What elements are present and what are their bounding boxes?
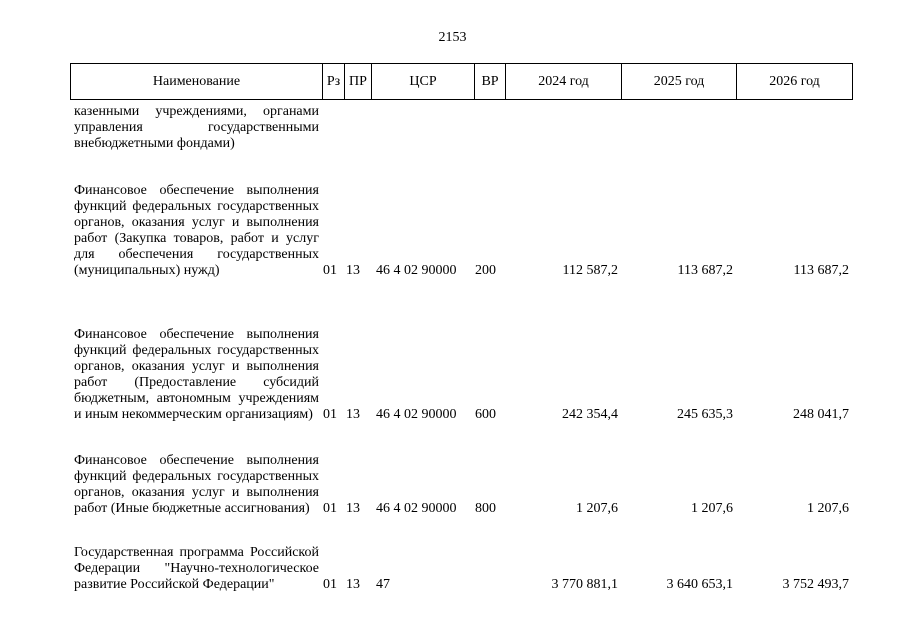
- row-2024: 112 587,2: [562, 263, 618, 278]
- row-2026: 1 207,6: [807, 501, 849, 516]
- row-rz: 01: [323, 263, 337, 278]
- row-name: Финансовое обеспечение выполнения функций федеральных государственных органов, оказания услуг и выполнения работ (Предоставление субсидий бюджетным, автономным учреждениям и иным некоммерческим организациям): [74, 327, 319, 422]
- header-csr: ЦСР: [371, 64, 474, 99]
- table-row: [70, 183, 851, 279]
- table-row: [70, 545, 851, 593]
- row-csr: 46 4 02 90000: [376, 501, 457, 516]
- row-csr: 46 4 02 90000: [376, 407, 457, 422]
- table-row: [70, 327, 851, 423]
- row-rz: 01: [323, 577, 337, 592]
- header-vr: ВР: [474, 64, 505, 99]
- row-2026: 113 687,2: [793, 263, 849, 278]
- header-rz: Рз: [322, 64, 344, 99]
- row-pr: 13: [346, 407, 360, 422]
- row-vr: 600: [475, 407, 496, 422]
- row-name: казенными учреждениями, органами управления государственными внебюджетными фондами): [74, 104, 319, 151]
- row-vr: 200: [475, 263, 496, 278]
- row-2024: 3 770 881,1: [551, 577, 618, 592]
- table-header: [70, 63, 853, 100]
- table-row: [70, 453, 851, 517]
- row-csr: 46 4 02 90000: [376, 263, 457, 278]
- row-pr: 13: [346, 577, 360, 592]
- row-name: Финансовое обеспечение выполнения функций федеральных государственных органов, оказания услуг и выполнения работ (Закупка товаров, работ и услуг для обеспечения государственных (муниципальных) нужд): [74, 183, 319, 278]
- row-csr: 47: [376, 577, 390, 592]
- header-name: Наименование: [152, 73, 241, 89]
- row-2026: 248 041,7: [793, 407, 849, 422]
- row-2024: 1 207,6: [576, 501, 618, 516]
- header-2025: 2025 год: [621, 64, 736, 99]
- row-rz: 01: [323, 501, 337, 516]
- row-2025: 113 687,2: [677, 263, 733, 278]
- row-2025: 3 640 653,1: [666, 577, 733, 592]
- header-2026: 2026 год: [736, 64, 852, 99]
- row-name: Финансовое обеспечение выполнения функций федеральных государственных органов, оказания услуг и выполнения работ (Иные бюджетные ассигнования): [74, 453, 319, 516]
- header-2024: 2024 год: [505, 64, 621, 99]
- row-2025: 1 207,6: [691, 501, 733, 516]
- page-number: 2153: [438, 30, 467, 45]
- row-rz: 01: [323, 407, 337, 422]
- row-pr: 13: [346, 501, 360, 516]
- table-row: [70, 104, 851, 152]
- row-name: Государственная программа Российской Федерации "Научно-технологическое развитие Российской Федерации": [74, 545, 319, 592]
- row-2024: 242 354,4: [562, 407, 618, 422]
- header-pr: ПР: [344, 64, 371, 99]
- row-2025: 245 635,3: [677, 407, 733, 422]
- row-2026: 3 752 493,7: [782, 577, 849, 592]
- row-vr: 800: [475, 501, 496, 516]
- row-pr: 13: [346, 263, 360, 278]
